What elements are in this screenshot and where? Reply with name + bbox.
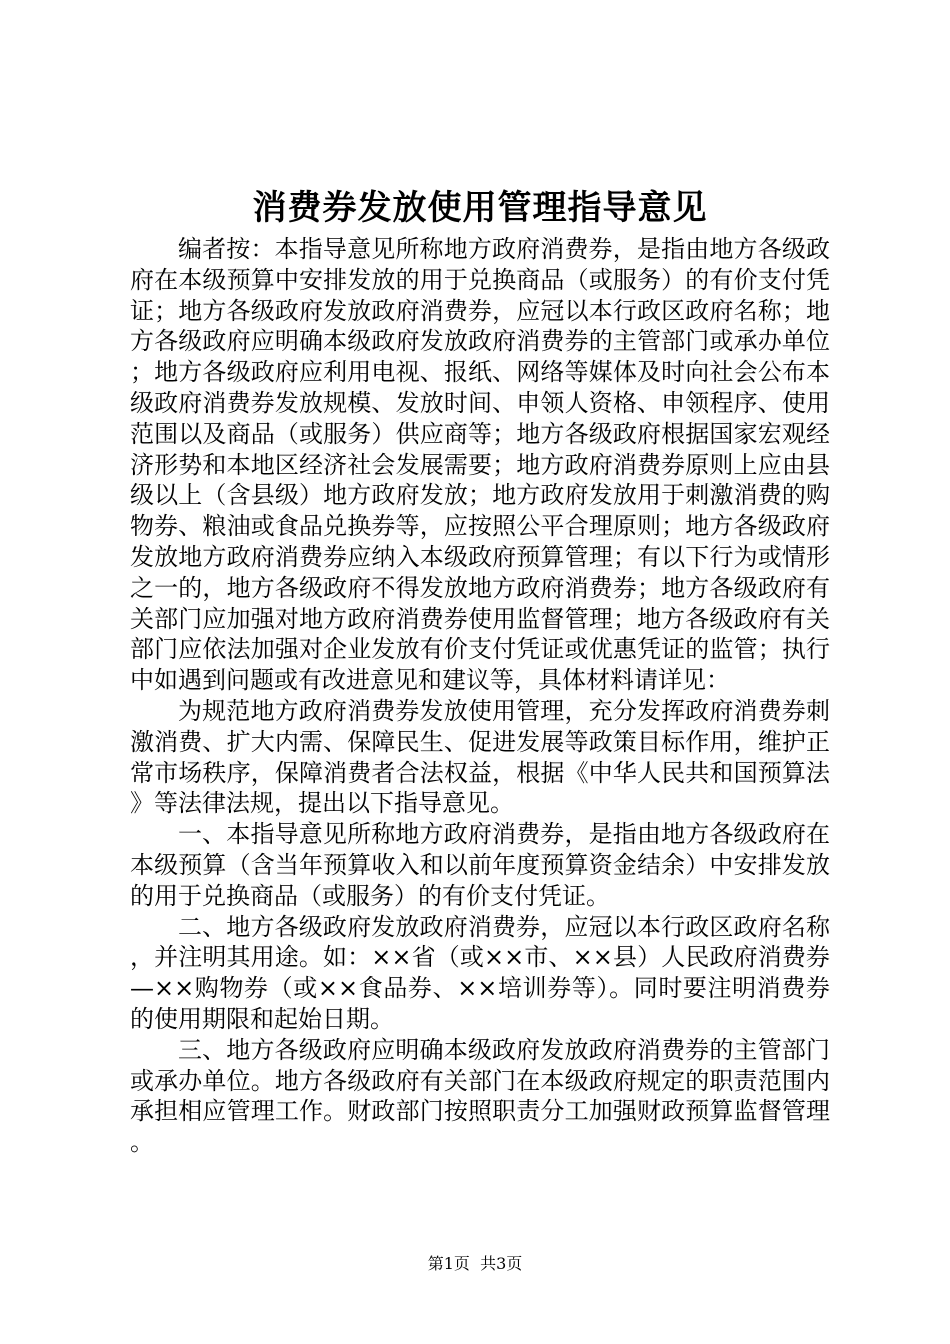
clause-one-paragraph: 一、本指导意见所称地方政府消费券，是指由地方各级政府在本级预算（含当年预算收入和以前年度预算资金结余）中安排发放的用于兑换商品（或服务）的有价支付凭证。 — [130, 820, 830, 910]
clause-three-paragraph: 三、地方各级政府应明确本级政府发放政府消费券的主管部门或承办单位。地方各级政府有关部门在本级政府规定的职责范围内承担相应管理工作。财政部门按照职责分工加强财政预算监督管理。 — [130, 1035, 830, 1157]
clause-two-paragraph: 二、地方各级政府发放政府消费券，应冠以本行政区政府名称，并注明其用途。如：××省（或××市、××县）人民政府消费券—××购物券（或××食品券、××培训券等）。同时要注明消费券的使用期限和起始日期。 — [130, 912, 830, 1033]
document-title: 消费券发放使用管理指导意见 — [252, 188, 708, 228]
editor-note-paragraph: 编者按：本指导意见所称地方政府消费券，是指由地方各级政府在本级预算中安排发放的用于兑换商品（或服务）的有价支付凭证；地方各级政府发放政府消费券，应冠以本行政区政府名称；地方各级政府应明确本级政府发放政府消费券的主管部门或承办单位；地方各级政府应利用电视、报纸、网络等媒体及时向社会公布本级政府消费券发放规模、发放时间、申领人资格、申领程序、使用范围以及商品（或服务）供应商等；地方各级政府根据国家宏观经济形势和本地区经济社会发展需要；地方政府消费券原则上应由县级以上（含县级）地方政府发放；地方政府发放用于刺激消费的购物券、粮油或食品兑换券等，应按照公平合理原则；地方各级政府发放地方政府消费券应纳入本级政府预算管理；有以下行为或情形之一的，地方各级政府不得发放地方政府消费券；地方各级政府有关部门应加强对地方政府消费券使用监督管理；地方各级政府有关部门应依法加强对企业发放有价支付凭证或优惠凭证的监管；执行中如遇到问题或有改进意见和建议等，具体材料请详见： — [130, 235, 830, 695]
intro-paragraph: 为规范地方政府消费券发放使用管理，充分发挥政府消费券刺激消费、扩大内需、保障民生、促进发展等政策目标作用，维护正常市场秩序，保障消费者合法权益，根据《中华人民共和国预算法》等法律法规，提出以下指导意见。 — [130, 696, 830, 818]
page-number-footer: 第1页 共3页 — [427, 1254, 523, 1273]
document-body — [130, 234, 830, 1158]
